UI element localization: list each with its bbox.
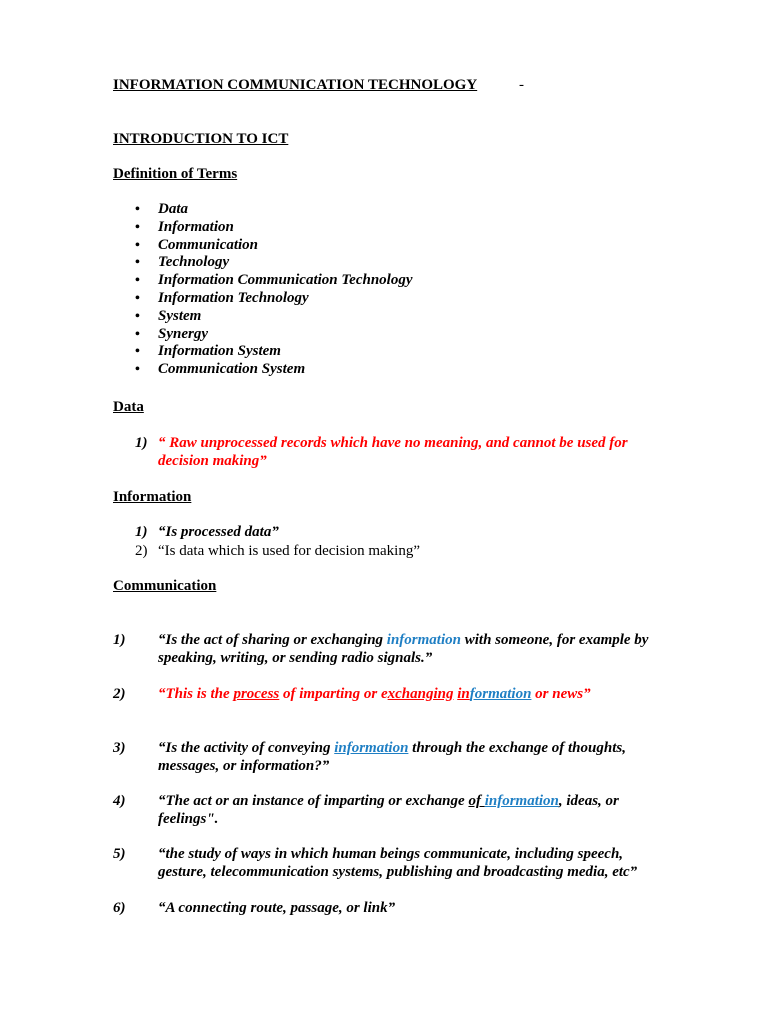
process-word: process <box>233 686 280 702</box>
list-item <box>135 237 413 255</box>
list-item <box>135 326 413 344</box>
bullet-icon: • <box>135 308 140 324</box>
communication-definition-1-line1 <box>158 631 648 649</box>
item-number: 2) <box>113 686 126 702</box>
item-number: 2) <box>135 543 148 559</box>
data-definition-line2: decision making” <box>158 453 267 469</box>
list-item <box>135 272 413 290</box>
information-heading: Information <box>113 489 192 505</box>
communication-definition-4-line2: feelings". <box>158 811 219 827</box>
information-link-prefix: in <box>457 686 470 702</box>
communication-heading: Communication <box>113 578 217 594</box>
text-run: , ideas, or <box>558 793 619 809</box>
item-number: 5) <box>113 846 126 862</box>
information-definition-2: “Is data which is used for decision making” <box>158 543 421 559</box>
text-run: with someone, for example by <box>460 632 649 648</box>
item-number: 4) <box>113 793 126 809</box>
bullet-icon: • <box>135 255 140 271</box>
bullet-icon: • <box>135 362 140 378</box>
list-item <box>135 254 413 272</box>
terms-list <box>135 201 413 379</box>
term-text: Data <box>158 201 188 217</box>
list-item <box>135 290 413 308</box>
communication-definition-6: “A connecting route, passage, or link” <box>158 900 396 916</box>
term-text: Technology <box>158 254 230 271</box>
bullet-icon: • <box>135 290 140 306</box>
list-item <box>135 308 413 326</box>
communication-definition-5-line1: “the study of ways in which human beings communicate, including speech, <box>158 846 624 862</box>
list-item <box>135 219 413 237</box>
exchanging-word: xchanging <box>387 686 454 702</box>
communication-definition-4-line1 <box>158 792 619 810</box>
information-definition-1: “Is processed data” <box>158 524 279 540</box>
text-run: “The act or an instance of imparting or exchange <box>158 793 469 809</box>
communication-definition-5-line2: gesture, telecommunication systems, publishing and broadcasting media, etc” <box>158 864 638 880</box>
term-text: Information Communication Technology <box>158 272 413 289</box>
definitions-heading: Definition of Terms <box>113 166 238 182</box>
text-run: “Is the activity of conveying <box>158 740 335 756</box>
bullet-icon: • <box>135 202 140 217</box>
list-item <box>135 361 413 379</box>
term-text: Communication <box>158 236 259 253</box>
section-heading: INTRODUCTION TO ICT <box>113 131 289 147</box>
list-item <box>135 343 413 361</box>
communication-definition-2 <box>158 685 591 703</box>
item-number: 1) <box>113 632 126 648</box>
document-title: INFORMATION COMMUNICATION TECHNOLOGY <box>113 77 478 93</box>
title-dash: - <box>519 77 524 93</box>
item-number: 3) <box>113 740 126 756</box>
data-definition-line1: “ Raw unprocessed records which have no meaning, and cannot be used for <box>158 435 628 451</box>
text-run: or news” <box>531 686 591 702</box>
bullet-icon: • <box>135 273 140 289</box>
item-number: 1) <box>135 524 148 540</box>
term-text: Information <box>158 218 234 235</box>
term-text: Information System <box>158 343 281 360</box>
term-text: Information Technology <box>158 289 309 306</box>
information-link: information <box>334 740 409 756</box>
text-run: of imparting or e <box>279 686 388 702</box>
bullet-icon: • <box>135 237 140 253</box>
bullet-icon: • <box>135 344 140 360</box>
list-item <box>135 201 413 219</box>
communication-definition-1-line2: speaking, writing, or sending radio signals.” <box>158 650 433 666</box>
item-number: 6) <box>113 900 126 916</box>
item-number: 1) <box>135 435 148 451</box>
bullet-icon: • <box>135 326 140 342</box>
data-heading: Data <box>113 399 144 415</box>
communication-definition-3-line2: messages, or information?” <box>158 758 330 774</box>
term-text: System <box>158 307 202 324</box>
information-link: information <box>484 793 559 809</box>
communication-definition-3-line1 <box>158 739 626 757</box>
term-text: Communication System <box>158 361 306 378</box>
text-run: “This is the <box>158 686 234 702</box>
bullet-icon: • <box>135 219 140 235</box>
text-run: “Is the act of sharing or exchanging <box>158 632 387 648</box>
term-text: Synergy <box>158 325 208 342</box>
information-link: formation <box>469 686 532 702</box>
text-run: through the exchange of thoughts, <box>408 740 626 756</box>
of-word: of <box>468 793 485 809</box>
information-link: information <box>386 632 461 648</box>
